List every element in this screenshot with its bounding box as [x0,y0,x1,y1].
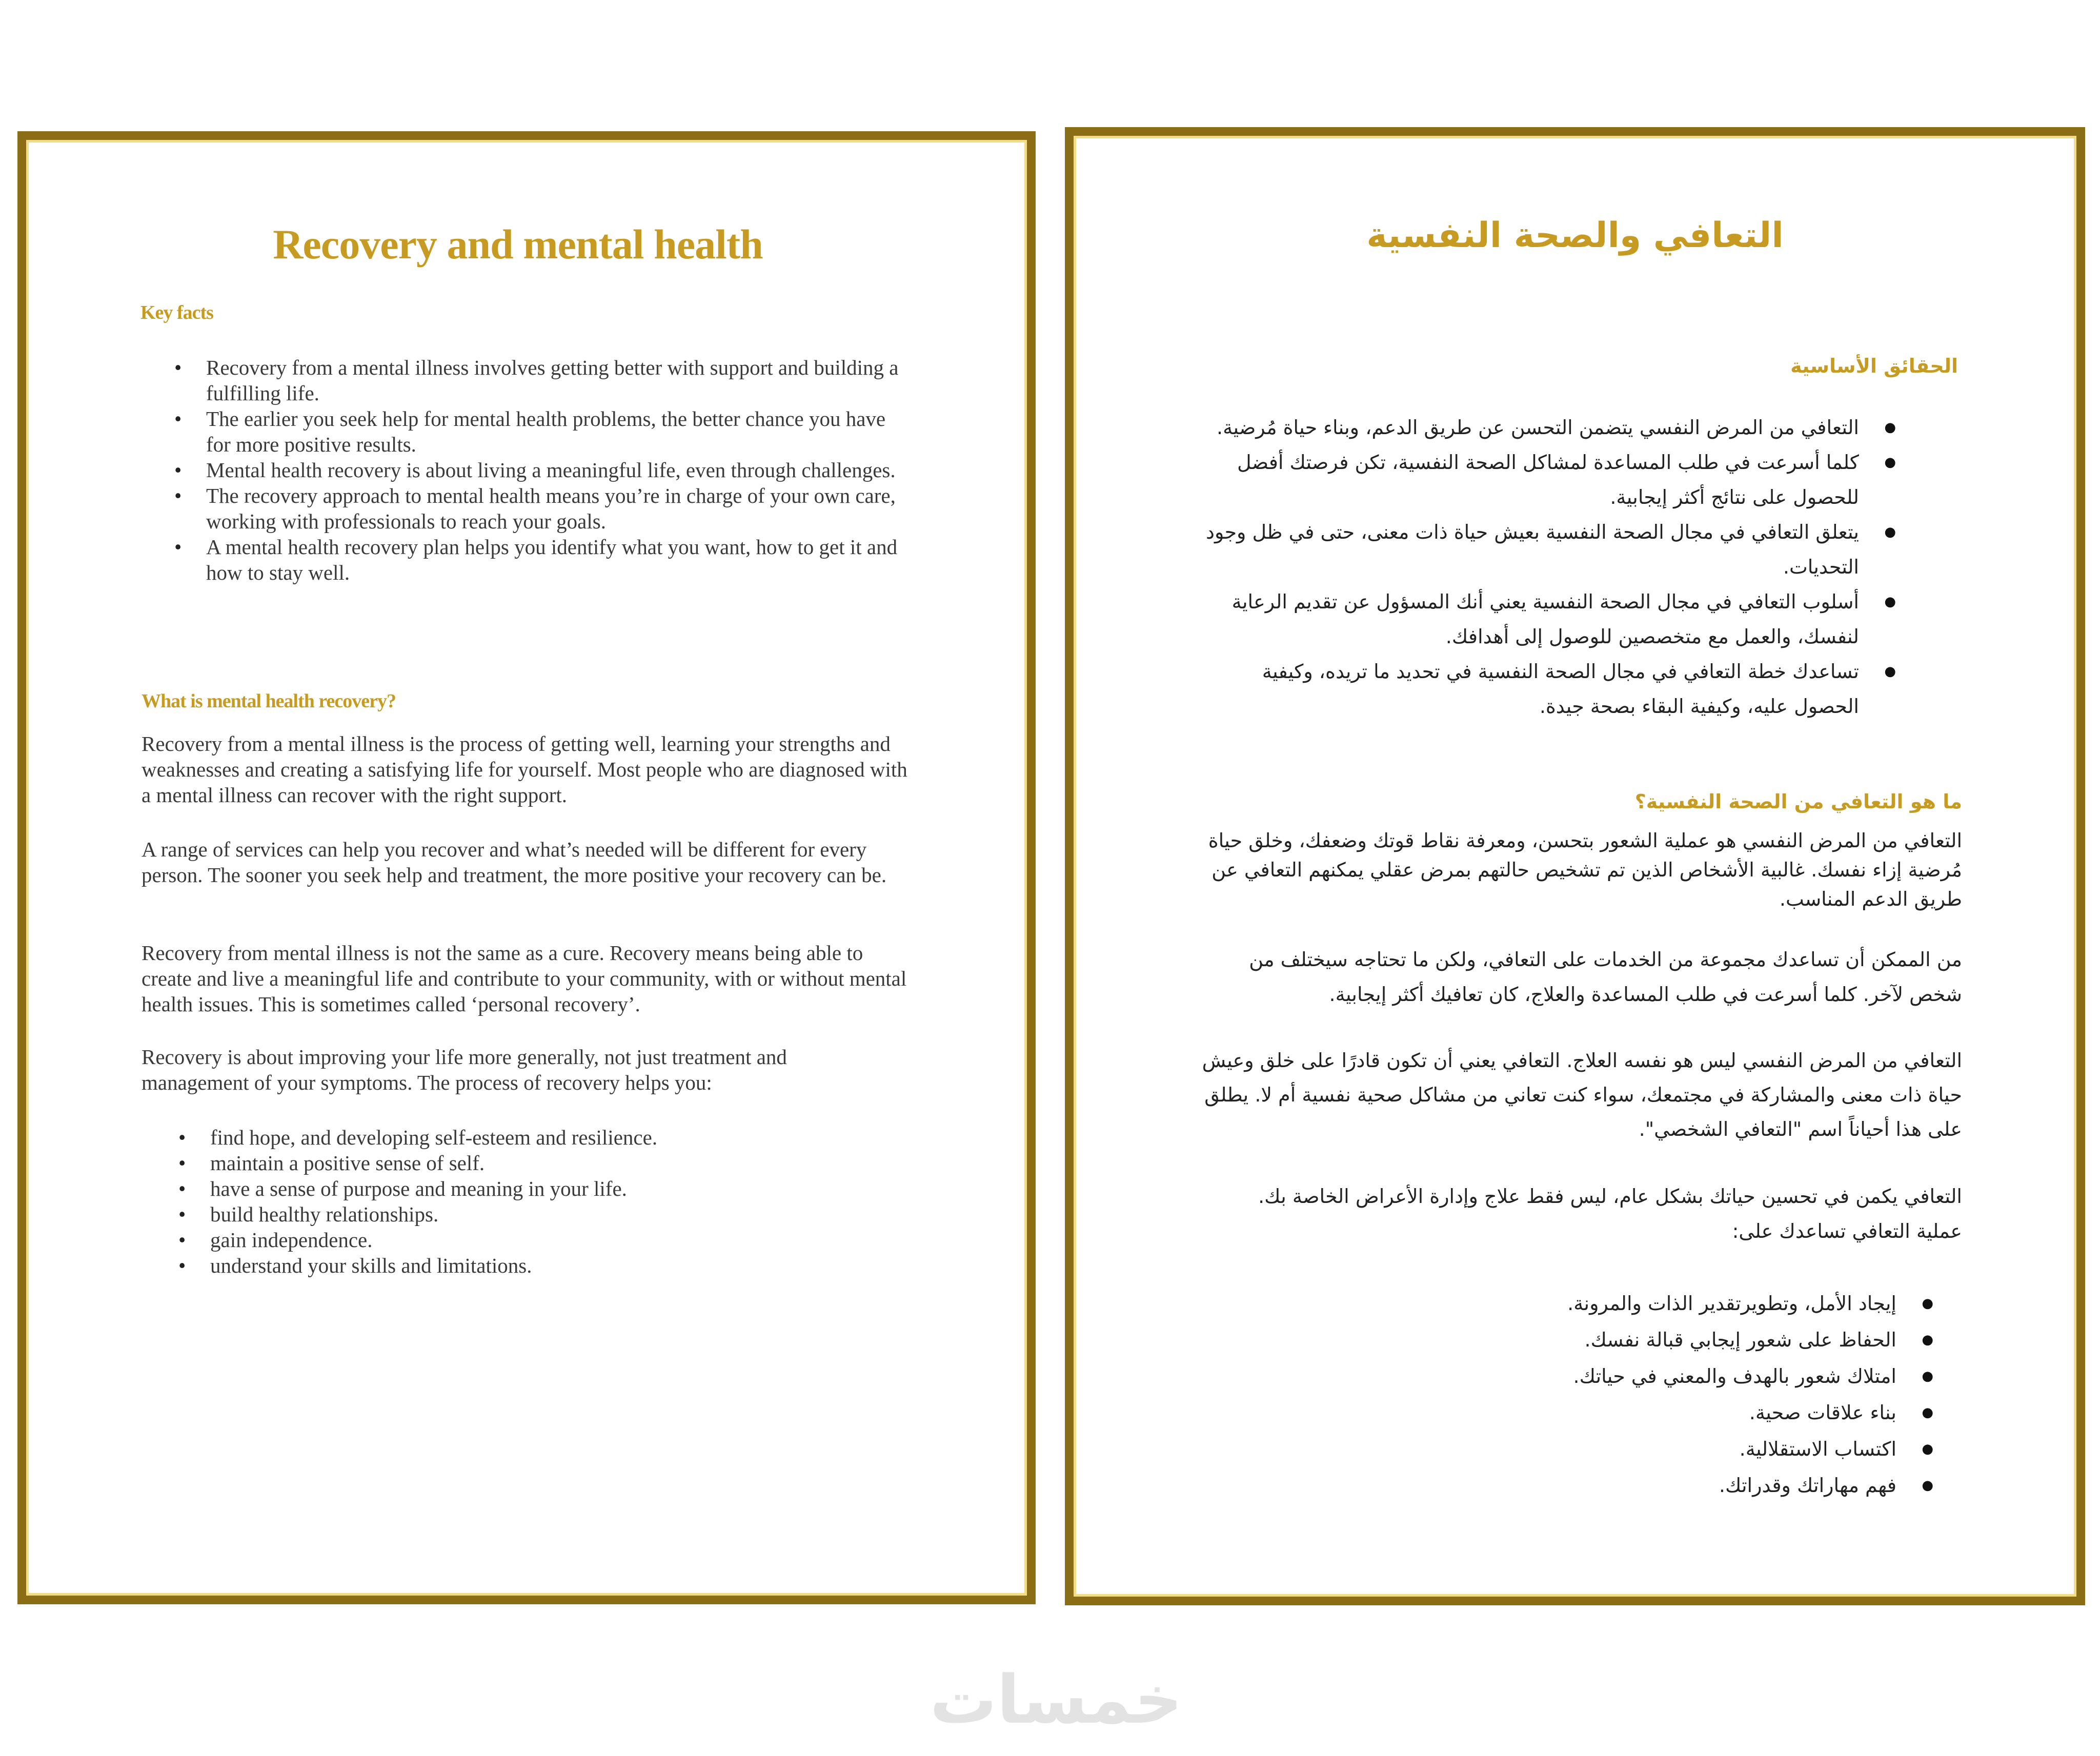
list-item: ● تساعدك خطة التعافي في مجال الصحة النفسية في تحديد ما تريده، وكيفية الحصول عليه، وكيفية البقاء بصحة جيدة. [1193,654,1859,724]
paragraph: Recovery is about improving your life more generally, not just treatment and management of your symptoms. The process of recovery helps you: [142,1045,787,1094]
helps-list [210,1125,877,1278]
paragraph: من الممكن أن تساعدك مجموعة من الخدمات على التعافي، ولكن ما تحتاجه سيختلف من شخص لآخر. كلما أسرعت في طلب المساعدة والعلاج، كان تعافيك أكثر إيجابية. [1249,948,1962,1006]
list-item: • understand your skills and limitations. [210,1253,877,1278]
key-facts-list [206,355,908,585]
key-facts-heading-ar: الحقائق الأساسية [1790,355,1958,377]
list-item: • Recovery from a mental illness involves getting better with support and building a fulfilling life. [206,355,908,406]
list-item: ● الحفاظ على شعور إيجابي قبالة نفسك. [1384,1322,1896,1358]
section-heading: What is mental health recovery? [142,690,396,712]
arabic-title: التعافي والصحة النفسية [1366,215,1784,256]
list-item: ● يتعلق التعافي في مجال الصحة النفسية بعيش حياة ذات معنى، حتى في ظل وجود التحديات. [1193,515,1859,584]
list-item: • The earlier you seek help for mental health problems, the better chance you have for more positive results. [206,406,908,457]
list-item: ● كلما أسرعت في طلب المساعدة لمشاكل الصحة النفسية، تكن فرصتك أفضل للحصول على نتائج أكثر إيجابية. [1193,445,1859,515]
section-heading-ar: ما هو التعافي من الصحة النفسية؟ [1634,790,1962,813]
paragraph: Recovery from mental illness is not the same as a cure. Recovery means being able to create and live a meaningful life and contribute to your community, with or without mental health issues. This is sometimes called ‘personal recovery’. [142,941,907,1016]
list-item: • find hope, and developing self-esteem and resilience. [210,1125,877,1150]
paragraph: التعافي يكمن في تحسين حياتك بشكل عام، ليس فقط علاج وإدارة الأعراض الخاصة بك. عملية التعافي تساعدك على: [1258,1185,1962,1242]
key-facts-list-ar [1193,410,1859,724]
english-title: Recovery and mental health [273,221,763,268]
list-item: • Mental health recovery is about living a meaningful life, even through challenges. [206,457,908,483]
watermark-logo: خمسات [930,1661,1183,1739]
helps-list-ar [1384,1285,1896,1504]
paragraph: التعافي من المرض النفسي هو عملية الشعور بتحسن، ومعرفة نقاط قوتك وضعفك، وخلق حياة مُرضية إزاء نفسك. غالبية الأشخاص الذين تم تشخيص حالتهم بمرض عقلي يمكنهم التعافي عن طريق الدعم المناسب. [1208,829,1962,910]
paragraph: التعافي من المرض النفسي ليس هو نفسه العلاج. التعافي يعني أن تكون قادرًا على خلق وعيش حياة ذات معنى والمشاركة في مجتمعك، سواء كنت تعاني من مشاكل صحية نفسية أم لا. يطلق على هذا أحياناً اسم "التعافي الشخصي". [1202,1049,1962,1140]
list-item: • A mental health recovery plan helps you identify what you want, how to get it and how to stay well. [206,534,908,585]
list-item: ● أسلوب التعافي في مجال الصحة النفسية يعني أنك المسؤول عن تقديم الرعاية لنفسك، والعمل مع متخصصين للوصول إلى أهدافك. [1193,584,1859,654]
list-item: ● التعافي من المرض النفسي يتضمن التحسن عن طريق الدعم، وبناء حياة مُرضية. [1193,410,1859,445]
list-item: • maintain a positive sense of self. [210,1150,877,1176]
list-item: ● إيجاد الأمل، وتطويرتقدير الذات والمرونة. [1384,1285,1896,1322]
list-item: • build healthy relationships. [210,1201,877,1227]
list-item: • The recovery approach to mental health means you’re in charge of your own care, working with professionals to reach your goals. [206,483,908,534]
list-item: ● امتلاك شعور بالهدف والمعني في حياتك. [1384,1358,1896,1395]
list-item: • gain independence. [210,1227,877,1253]
list-item: ● اكتساب الاستقلالية. [1384,1431,1896,1467]
list-item: • have a sense of purpose and meaning in your life. [210,1176,877,1201]
list-item: ● فهم مهاراتك وقدراتك. [1384,1467,1896,1504]
paragraph: Recovery from a mental illness is the process of getting well, learning your strengths and weaknesses and creating a satisfying life for yourself. Most people who are diagnosed with a mental illness can recover with the right support. [142,732,907,807]
list-item: ● بناء علاقات صحية. [1384,1395,1896,1431]
key-facts-heading: Key facts [140,302,213,323]
paragraph: A range of services can help you recover and what’s needed will be different for every person. The sooner you seek help and treatment, the more positive your recovery can be. [142,838,887,887]
